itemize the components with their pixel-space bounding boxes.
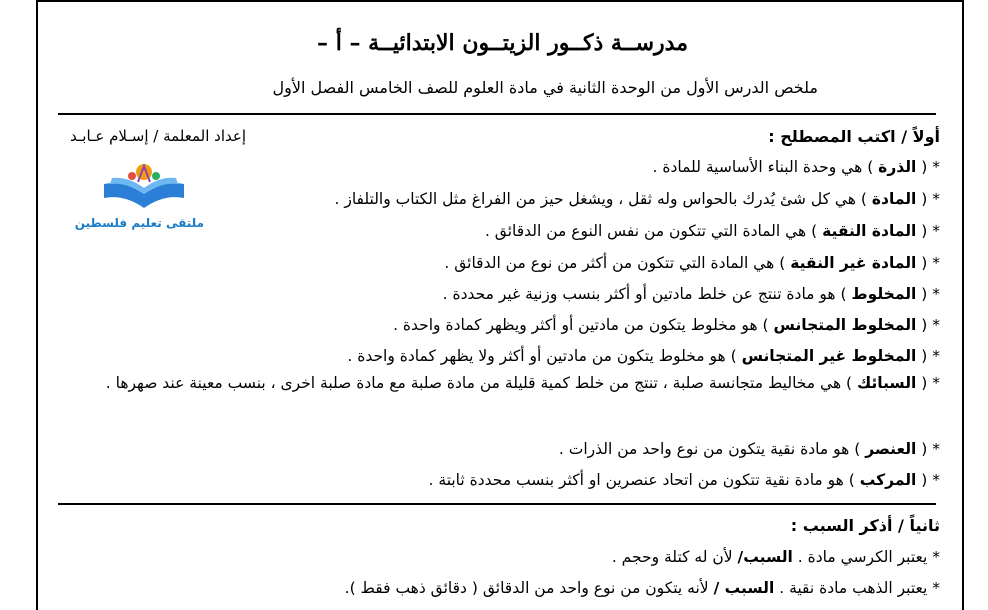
definition: هو مخلوط يتكون من مادتين أو أكثر ويظهر كمادة واحدة . <box>393 316 758 334</box>
book-logo-icon <box>84 160 204 212</box>
term: المادة <box>871 190 917 208</box>
list-item: * يعتبر الكرسي مادة . السبب/ لأن له كتلة وحجم . <box>611 548 940 566</box>
divider <box>58 113 936 115</box>
definition: هو مادة نقية يتكون من نوع واحد من الذرات . <box>558 440 850 458</box>
reason: لأن له كتلة وحجم . <box>611 548 733 566</box>
list-item: * ( المركب ) هو مادة نقية تتكون من اتحاد عنصرين او أكثر بنسب محددة ثابتة . <box>428 471 940 489</box>
reason: لأنه يتكون من نوع واحد من الدقائق ( دقائق ذهب فقط ). <box>344 579 709 597</box>
reason-label: السبب/ <box>737 548 793 566</box>
statement: يعتبر الكرسي مادة . <box>797 548 928 566</box>
definition: هو مخلوط يتكون من مادتين أو أكثر ولا يظهر كمادة واحدة . <box>347 347 726 365</box>
term: المركب <box>859 471 917 489</box>
definition: هي المادة التي تتكون من أكثر من نوع من الدقائق . <box>444 254 775 272</box>
list-item: * ( المادة ) هي كل شئ يُدرك بالحواس وله ثقل ، ويشغل حيز من الفراغ مثل الكتاب والتلفاز . <box>334 190 940 208</box>
reason-label: السبب / <box>713 579 775 597</box>
list-item: * ( المخلوط غير المتجانس ) هو مخلوط يتكون من مادتين أو أكثر ولا يظهر كمادة واحدة . <box>347 347 940 365</box>
logo-text: ملتقى تعليم فلسطين <box>74 216 204 230</box>
teacher-credit: إعداد المعلمة / إسـلام عـابـد <box>70 127 247 145</box>
definition: هو مادة تنتج عن خلط مادتين أو أكثر بنسب وزنية غير محددة . <box>442 285 836 303</box>
school-title: مدرســة ذكــور الزيتــون الابتدائيــة – أ – <box>317 30 688 56</box>
term: المادة النقية <box>822 222 917 240</box>
lesson-subtitle: ملخص الدرس الأول من الوحدة الثانية في مادة العلوم للصف الخامس الفصل الأول <box>272 78 818 97</box>
list-item: * ( العنصر ) هو مادة نقية يتكون من نوع واحد من الذرات . <box>558 440 940 458</box>
statement: يعتبر الذهب مادة نقية . <box>779 579 928 597</box>
list-item: * ( المادة النقية ) هي المادة التي تتكون من نفس النوع من الدقائق . <box>484 222 940 240</box>
section-reasons-heading: ثانياً / أذكر السبب : <box>790 516 940 535</box>
logo <box>74 160 204 230</box>
definition: هي كل شئ يُدرك بالحواس وله ثقل ، ويشغل حيز من الفراغ مثل الكتاب والتلفاز . <box>334 190 856 208</box>
term: العنصر <box>865 440 917 458</box>
divider <box>58 503 936 505</box>
term: المخلوط المتجانس <box>773 316 917 334</box>
term: المخلوط <box>851 285 917 303</box>
section-terms-heading: أولاً / اكتب المصطلح : <box>768 127 940 146</box>
term: المخلوط غير المتجانس <box>741 347 917 365</box>
list-item: * يعتبر الذهب مادة نقية . السبب / لأنه يتكون من نوع واحد من الدقائق ( دقائق ذهب فقط ). <box>344 579 940 597</box>
list-item: * ( المادة غير النقية ) هي المادة التي تتكون من أكثر من نوع من الدقائق . <box>444 254 940 272</box>
list-item: * ( المخلوط ) هو مادة تنتج عن خلط مادتين أو أكثر بنسب وزنية غير محددة . <box>442 285 940 303</box>
list-item: * ( السبائك ) هي مخاليط متجانسة صلبة ، تنتج من خلط كمية قليلة من مادة صلبة مع مادة صلبة اخرى ، بنسب معينة عند صهرها . <box>105 374 940 392</box>
definition: هي وحدة البناء الأساسية للمادة . <box>652 158 863 176</box>
list-item: * ( الذرة ) هي وحدة البناء الأساسية للمادة . <box>652 158 940 176</box>
definition: هي المادة التي تتكون من نفس النوع من الدقائق . <box>484 222 807 240</box>
definition: هو مادة نقية تتكون من اتحاد عنصرين او أكثر بنسب محددة ثابتة . <box>428 471 844 489</box>
term: السبائك <box>857 374 917 392</box>
term: الذرة <box>878 158 917 176</box>
list-item: * ( المخلوط المتجانس ) هو مخلوط يتكون من مادتين أو أكثر ويظهر كمادة واحدة . <box>393 316 940 334</box>
term: المادة غير النقية <box>790 254 917 272</box>
definition: هي مخاليط متجانسة صلبة ، تنتج من خلط كمية قليلة من مادة صلبة مع مادة صلبة اخرى ، بنسب معينة عند صهرها . <box>105 374 842 392</box>
